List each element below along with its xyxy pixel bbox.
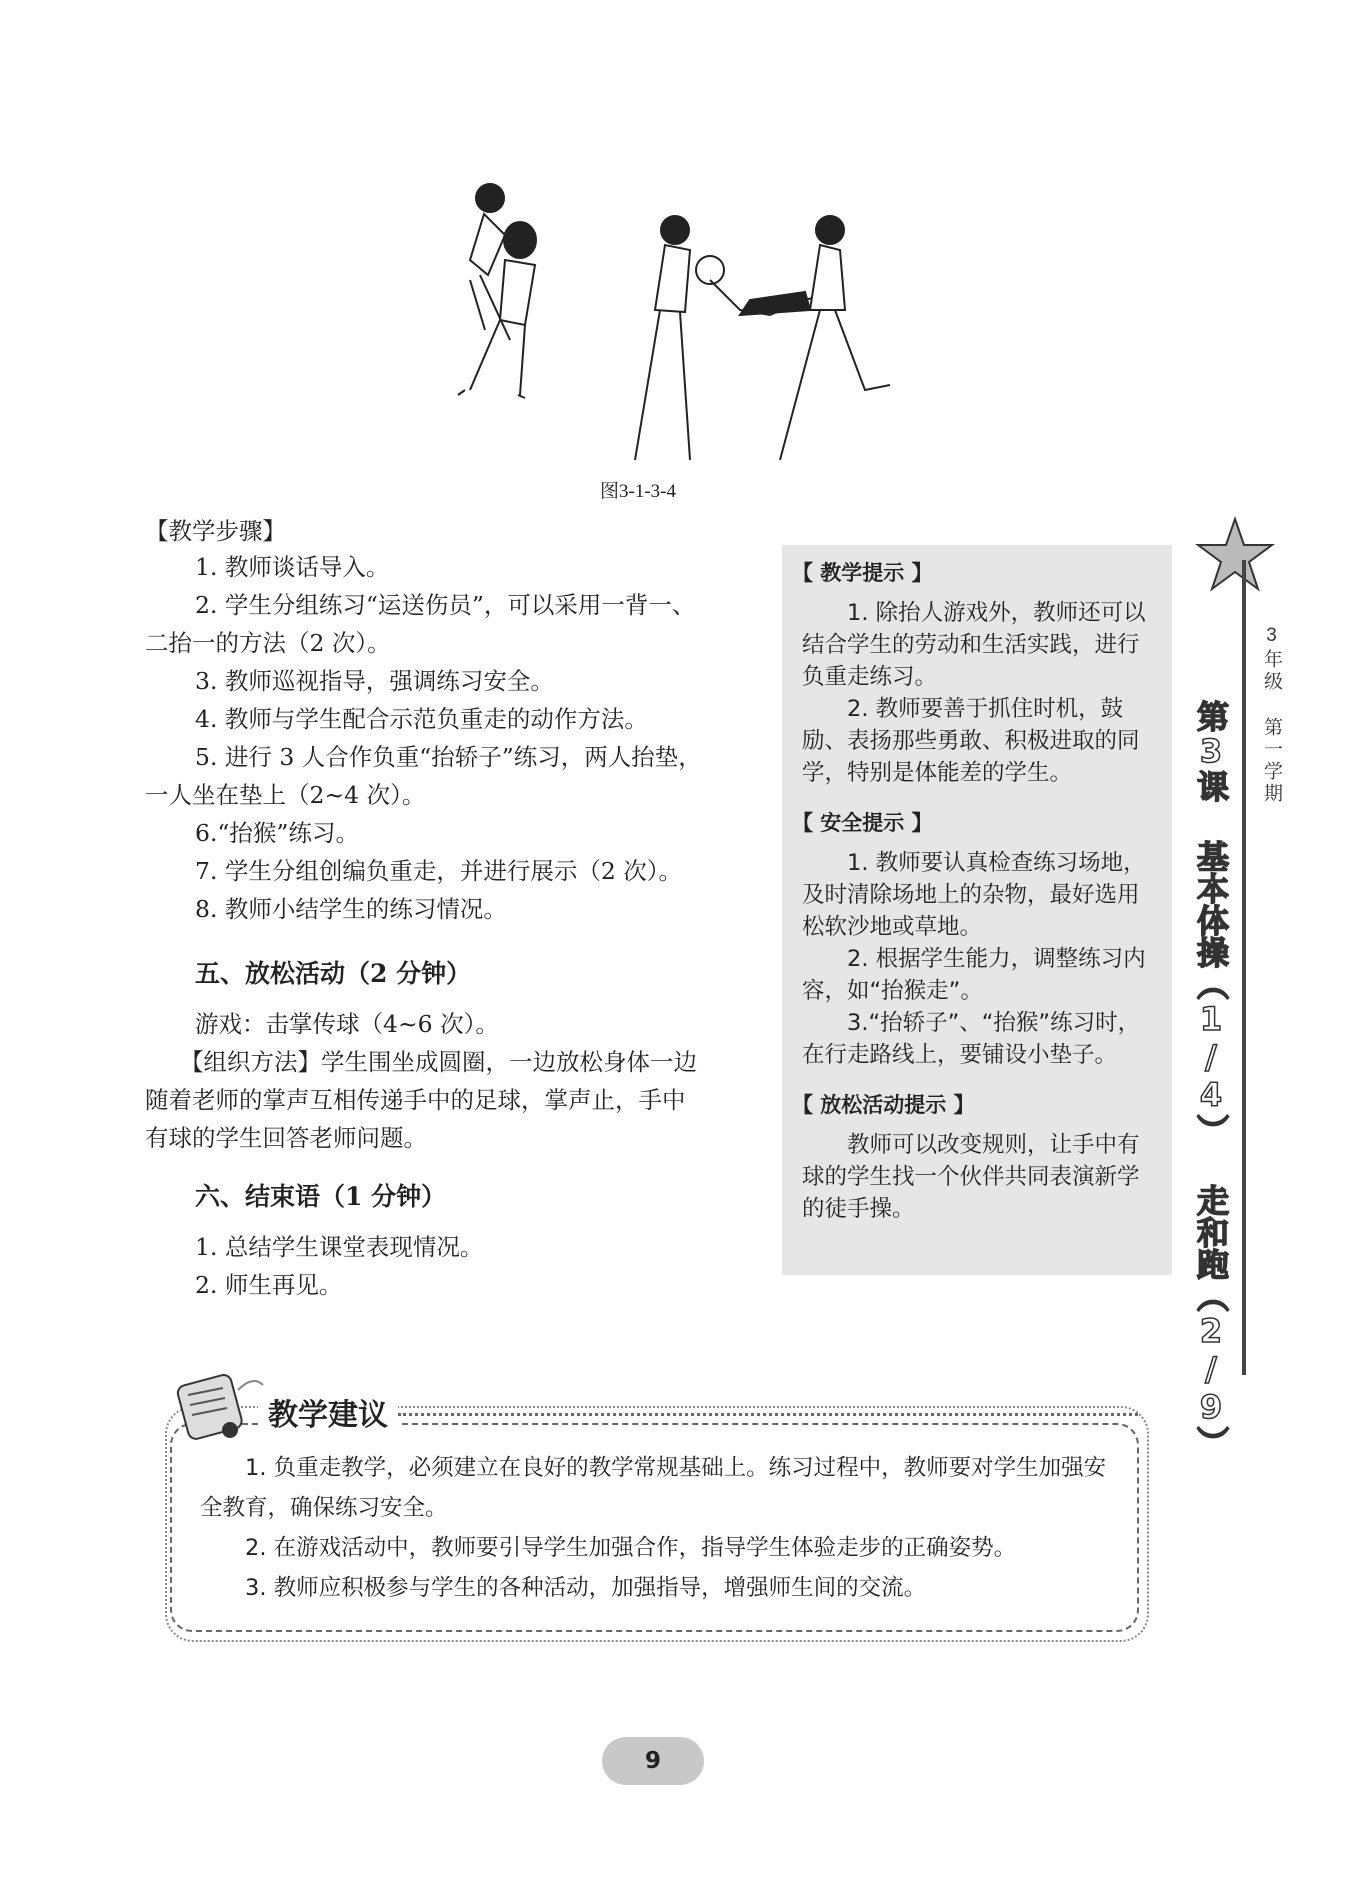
relax-method: 有球的学生回答老师问题。: [145, 1124, 427, 1152]
steps-list: [145, 548, 765, 928]
tip-text: 1. 除抬人游戏外，教师还可以结合学生的劳动和生活实践，进行负重走练习。: [802, 600, 1146, 690]
tip-body-safety: [802, 847, 1152, 1071]
relax-method: 【组织方法】学生围坐成圆圈，一边放松身体一边: [180, 1048, 697, 1076]
tip-text: 1. 教师要认真检查练习场地，及时清除场地上的杂物，最好选用松软沙地或草地。: [802, 850, 1146, 940]
section-closing: [145, 1178, 765, 1304]
closing-item: 1. 总结学生课堂表现情况。: [195, 1233, 484, 1261]
section-relax: [145, 955, 765, 1157]
tips-box: [782, 545, 1172, 1275]
suggestion-item: 3. 教师应积极参与学生的各种活动，加强指导，增强师生间的交流。: [245, 1575, 927, 1601]
relax-method: 随着老师的掌声互相传递手中的足球，掌声止，手中: [145, 1086, 686, 1114]
step-item: 3. 教师巡视指导，强调练习安全。: [195, 667, 554, 695]
step-item: 二抬一的方法（2 次）。: [145, 629, 391, 657]
tip-body-teaching: [802, 597, 1152, 789]
lesson-title: 第3课 基本体操（1/4） 走和跑（2/9）: [1192, 700, 1230, 1458]
tip-text: 教师可以改变规则，让手中有球的学生找一个伙伴共同表演新学的徒手操。: [802, 1132, 1140, 1222]
tip-text: 2. 根据学生能力，调整练习内容，如“抬猴走”。: [802, 946, 1146, 1004]
tip-text: 2. 教师要善于抓住时机，鼓励、表扬那些勇敢、积极进取的同学，特别是体能差的学生。: [802, 696, 1140, 786]
star-icon: [1195, 515, 1275, 595]
step-item: 8. 教师小结学生的练习情况。: [195, 895, 507, 923]
suggestion-item: 2. 在游戏活动中，教师要引导学生加强合作，指导学生体验走步的正确姿势。: [245, 1535, 1017, 1561]
page-number: 9: [644, 1748, 661, 1774]
steps-title: 【教学步骤】: [145, 517, 286, 545]
section-heading: 五、放松活动（2 分钟）: [195, 959, 472, 988]
step-item: 7. 学生分组创编负重走，并进行展示（2 次）。: [195, 857, 683, 885]
scroll-icon: [168, 1370, 268, 1450]
tip-title-relax: 【 放松活动提示 】: [792, 1093, 975, 1117]
tip-title-safety: 【 安全提示 】: [792, 811, 933, 835]
figure-caption: 图3-1-3-4: [600, 481, 676, 502]
step-item: 2. 学生分组练习“运送伤员”，可以采用一背一、: [195, 591, 696, 619]
section-heading: 六、结束语（1 分钟）: [195, 1182, 447, 1211]
title-dots: [398, 1413, 1138, 1416]
closing-item: 2. 师生再见。: [195, 1271, 343, 1299]
step-item: 一人坐在垫上（2~4 次）。: [145, 781, 426, 809]
tip-title-teaching: 【 教学提示 】: [792, 561, 933, 585]
relax-game: 游戏：击掌传球（4~6 次）。: [195, 1010, 499, 1038]
suggestion-body: [200, 1448, 1120, 1608]
side-rule: [1242, 560, 1246, 1375]
step-item: 1. 教师谈话导入。: [195, 553, 390, 581]
figure-illustration: [410, 180, 910, 480]
tip-body-relax: [802, 1129, 1152, 1225]
suggestion-title: 教学建议: [258, 1390, 398, 1434]
step-item: 5. 进行 3 人合作负重“抬轿子”练习，两人抬垫，: [195, 743, 702, 771]
step-item: 4. 教师与学生配合示范负重走的动作方法。: [195, 705, 648, 733]
tip-text: 3.“抬轿子”、“抬猴”练习时，在行走路线上，要铺设小垫子。: [802, 1010, 1141, 1068]
step-item: 6.“抬猴”练习。: [195, 819, 359, 847]
grade-semester: 3年级 第一学期: [1261, 625, 1282, 805]
suggestion-item: 1. 负重走教学，必须建立在良好的教学常规基础上。练习过程中，教师要对学生加强安全教育，确保练习安全。: [200, 1455, 1107, 1521]
